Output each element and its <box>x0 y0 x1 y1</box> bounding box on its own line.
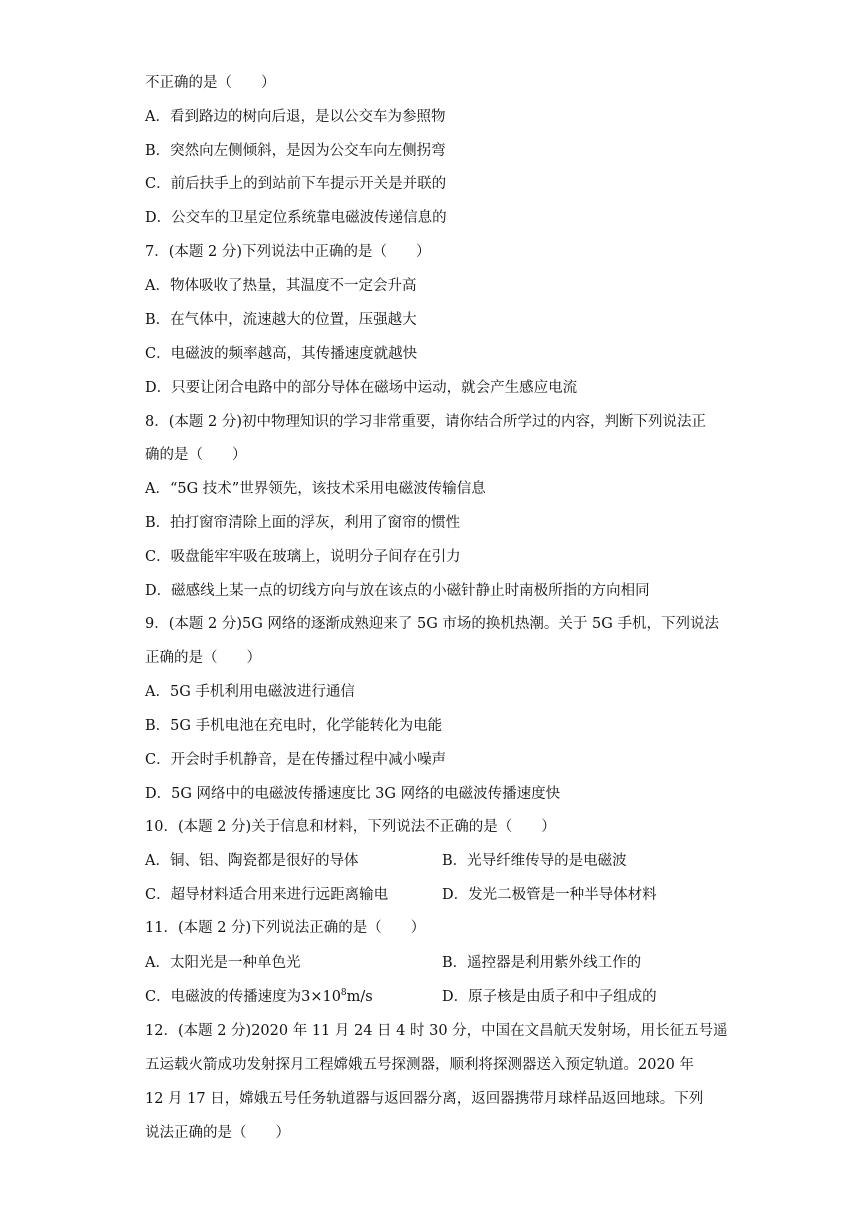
q11-option-c <box>145 987 373 1007</box>
q12-stem-line4: 说法正确的是（ ） <box>145 1125 290 1141</box>
q11-option-a: A．太阳光是一种单色光 <box>145 955 301 971</box>
q8-stem-line2: 确的是（ ） <box>145 447 247 463</box>
q7-option-b: B．在气体中，流速越大的位置，压强越大 <box>145 312 417 328</box>
q10-stem: 10．(本题 2 分)关于信息和材料，下列说法不正确的是（ ） <box>145 819 556 835</box>
q11-option-c-unit: m/s <box>346 989 373 1005</box>
q12-stem-line1: 12．(本题 2 分)2020 年 11 月 24 日 4 时 30 分，中国在文昌航天发射场，用长征五号遥 <box>145 1023 728 1039</box>
q9-option-c: C．开会时手机静音，是在传播过程中减小噪声 <box>145 752 447 768</box>
q8-stem-line1: 8．(本题 2 分)初中物理知识的学习非常重要，请你结合所学过的内容，判断下列说法正 <box>145 414 706 430</box>
q6-option-d: D．公交车的卫星定位系统靠电磁波传递信息的 <box>145 210 447 226</box>
q11-option-d: D．原子核是由质子和中子组成的 <box>442 989 657 1005</box>
q12-stem-line2: 五运载火箭成功发射探月工程嫦娥五号探测器，顺利将探测器送入预定轨道。2020 年 <box>145 1057 695 1073</box>
q7-option-a: A．物体吸收了热量，其温度不一定会升高 <box>145 278 417 294</box>
q8-option-a: A．“5G 技术”世界领先，该技术采用电磁波传输信息 <box>145 481 486 497</box>
q10-option-a: A．铜、铝、陶瓷都是很好的导体 <box>145 853 359 869</box>
q11-option-b: B．遥控器是利用紫外线工作的 <box>442 955 642 971</box>
q6-option-b: B．突然向左侧倾斜，是因为公交车向左侧拐弯 <box>145 143 446 159</box>
q7-option-d: D．只要让闭合电路中的部分导体在磁场中运动，就会产生感应电流 <box>145 380 578 396</box>
q10-option-c: C．超导材料适合用来进行远距离输电 <box>145 887 389 903</box>
q9-stem-line1: 9．(本题 2 分)5G 网络的逐渐成熟迎来了 5G 市场的换机热潮。关于 5G 手机，下列说法 <box>145 616 719 632</box>
q6-stem-tail: 不正确的是（ ） <box>145 75 276 91</box>
q9-option-a: A．5G 手机利用电磁波进行通信 <box>145 684 355 700</box>
q11-stem: 11．(本题 2 分)下列说法正确的是（ ） <box>145 920 426 936</box>
q11-option-c-base: 3×10 <box>301 989 341 1005</box>
q8-option-d: D．磁感线上某一点的切线方向与放在该点的小磁针静止时南极所指的方向相同 <box>145 583 650 599</box>
q11-option-c-prefix: C．电磁波的传播速度为 <box>145 989 302 1005</box>
q9-stem-line2: 正确的是（ ） <box>145 650 261 666</box>
q6-option-a: A．看到路边的树向后退，是以公交车为参照物 <box>145 109 446 125</box>
q10-option-d: D．发光二极管是一种半导体材料 <box>442 887 657 903</box>
q7-stem: 7．(本题 2 分)下列说法中正确的是（ ） <box>145 244 431 260</box>
q9-option-b: B．5G 手机电池在充电时，化学能转化为电能 <box>145 718 443 734</box>
q7-option-c: C．电磁波的频率越高，其传播速度就越快 <box>145 346 418 362</box>
q10-option-b: B．光导纤维传导的是电磁波 <box>442 853 627 869</box>
q9-option-d: D．5G 网络中的电磁波传播速度比 3G 网络的电磁波传播速度快 <box>145 786 561 802</box>
q6-option-c: C．前后扶手上的到站前下车提示开关是并联的 <box>145 176 447 192</box>
q12-stem-line3: 12 月 17 日，嫦娥五号任务轨道器与返回器分离，返回器携带月球样品返回地球。下列 <box>145 1091 704 1107</box>
q8-option-b: B．拍打窗帘清除上面的浮灰，利用了窗帘的惯性 <box>145 515 461 531</box>
q11-option-c-exponent: 8 <box>340 988 347 999</box>
q8-option-c: C．吸盘能牢牢吸在玻璃上，说明分子间存在引力 <box>145 549 461 565</box>
